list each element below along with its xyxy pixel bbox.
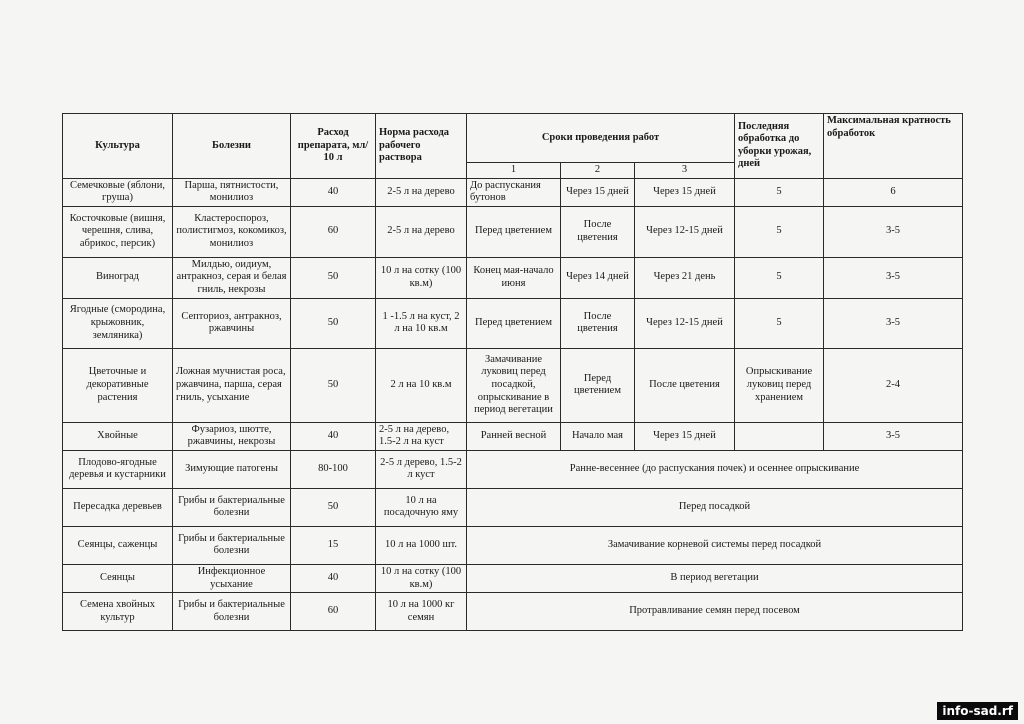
header-diseases: Болезни — [173, 114, 291, 179]
cell-timing-2: После цветения — [561, 206, 635, 257]
cell-note: Ранне-весеннее (до распускания почек) и осеннее опрыскивание — [467, 450, 963, 488]
cell-timing-3: Через 12-15 дней — [635, 298, 735, 348]
cell-max: 3-5 — [824, 257, 963, 298]
table-row — [63, 298, 963, 348]
header-max-frequency: Максимальная кратность обработок — [824, 114, 963, 179]
cell-timing-1: Замачивание луковиц перед посадкой, опрыскивание в период вегетации — [467, 348, 561, 422]
cell-consumption: 60 — [291, 206, 376, 257]
cell-diseases: Грибы и бактериальные болезни — [173, 593, 291, 631]
cell-norm: 2-5 л на дерево, 1.5-2 л на куст — [376, 422, 467, 450]
cell-culture: Семечковые (яблони, груша) — [63, 178, 173, 206]
treatment-table — [62, 113, 963, 631]
cell-timing-1: Ранней весной — [467, 422, 561, 450]
table-row — [63, 488, 963, 526]
cell-last — [735, 422, 824, 450]
cell-timing-2: После цветения — [561, 298, 635, 348]
cell-timing-2: Через 15 дней — [561, 178, 635, 206]
table-row — [63, 422, 963, 450]
cell-consumption: 40 — [291, 422, 376, 450]
cell-timing-1: До распускания бутонов — [467, 178, 561, 206]
cell-norm: 2-5 л на дерево — [376, 178, 467, 206]
cell-consumption: 40 — [291, 564, 376, 592]
table-row — [63, 206, 963, 257]
cell-diseases: Кластероспороз, полистигмоз, кокомикоз, монилиоз — [173, 206, 291, 257]
table-row — [63, 348, 963, 422]
cell-norm: 10 л на 1000 кг семян — [376, 593, 467, 631]
cell-timing-3: Через 15 дней — [635, 178, 735, 206]
cell-norm: 10 л на сотку (100 кв.м) — [376, 564, 467, 592]
cell-max: 3-5 — [824, 422, 963, 450]
cell-note: Перед посадкой — [467, 488, 963, 526]
table-row — [63, 564, 963, 592]
table-row — [63, 526, 963, 564]
cell-norm: 10 л на 1000 шт. — [376, 526, 467, 564]
cell-consumption: 50 — [291, 348, 376, 422]
cell-consumption: 60 — [291, 593, 376, 631]
header-norm: Норма расхода рабочего раствора — [376, 114, 467, 179]
cell-timing-2: Начало мая — [561, 422, 635, 450]
cell-consumption: 80-100 — [291, 450, 376, 488]
cell-timing-2: Перед цветением — [561, 348, 635, 422]
cell-last: 5 — [735, 257, 824, 298]
cell-culture: Пересадка деревьев — [63, 488, 173, 526]
cell-consumption: 50 — [291, 257, 376, 298]
cell-diseases: Грибы и бактериальные болезни — [173, 526, 291, 564]
cell-max: 3-5 — [824, 206, 963, 257]
cell-consumption: 50 — [291, 298, 376, 348]
table-row — [63, 178, 963, 206]
header-last-treatment: Последняя обработка до уборки урожая, дней — [735, 114, 824, 179]
cell-culture: Семена хвойных культур — [63, 593, 173, 631]
cell-timing-3: Через 12-15 дней — [635, 206, 735, 257]
cell-timing-2: Через 14 дней — [561, 257, 635, 298]
cell-norm: 2 л на 10 кв.м — [376, 348, 467, 422]
cell-culture: Виноград — [63, 257, 173, 298]
cell-consumption: 40 — [291, 178, 376, 206]
cell-diseases: Грибы и бактериальные болезни — [173, 488, 291, 526]
cell-timing-3: Через 21 день — [635, 257, 735, 298]
header-timing-3: 3 — [635, 163, 735, 179]
cell-diseases: Септориоз, антракноз, ржавчины — [173, 298, 291, 348]
cell-consumption: 15 — [291, 526, 376, 564]
cell-note: Замачивание корневой системы перед посадкой — [467, 526, 963, 564]
cell-culture: Сеянцы — [63, 564, 173, 592]
table-row — [63, 257, 963, 298]
cell-diseases: Ложная мучнистая роса, ржавчина, парша, серая гниль, усыхание — [173, 348, 291, 422]
table-row — [63, 450, 963, 488]
cell-diseases: Инфекционное усыхание — [173, 564, 291, 592]
cell-norm: 1 -1.5 л на куст, 2 л на 10 кв.м — [376, 298, 467, 348]
cell-max: 2-4 — [824, 348, 963, 422]
cell-norm: 2-5 л на дерево — [376, 206, 467, 257]
cell-last: 5 — [735, 298, 824, 348]
cell-timing-1: Перед цветением — [467, 206, 561, 257]
cell-last: 5 — [735, 178, 824, 206]
header-consumption: Расход препарата, мл/ 10 л — [291, 114, 376, 179]
cell-max: 6 — [824, 178, 963, 206]
cell-timing-1: Перед цветением — [467, 298, 561, 348]
cell-diseases: Парша, пятнистости, монилиоз — [173, 178, 291, 206]
watermark-logo: info-sad.rf — [937, 702, 1018, 720]
cell-culture: Цветочные и декоративные растения — [63, 348, 173, 422]
cell-max: 3-5 — [824, 298, 963, 348]
cell-culture: Косточковые (вишня, черешня, слива, абрикос, персик) — [63, 206, 173, 257]
cell-norm: 10 л на сотку (100 кв.м) — [376, 257, 467, 298]
cell-note: В период вегетации — [467, 564, 963, 592]
cell-culture: Ягодные (смородина, крыжовник, земляника) — [63, 298, 173, 348]
cell-norm: 10 л на посадочную яму — [376, 488, 467, 526]
cell-last: Опрыскивание луковиц перед хранением — [735, 348, 824, 422]
header-culture: Культура — [63, 114, 173, 179]
cell-diseases: Зимующие патогены — [173, 450, 291, 488]
cell-timing-1: Конец мая-начало июня — [467, 257, 561, 298]
cell-diseases: Милдью, оидиум, антракноз, серая и белая гниль, некрозы — [173, 257, 291, 298]
cell-note: Протравливание семян перед посевом — [467, 593, 963, 631]
cell-norm: 2-5 л дерево, 1.5-2 л куст — [376, 450, 467, 488]
cell-culture: Сеянцы, саженцы — [63, 526, 173, 564]
cell-last: 5 — [735, 206, 824, 257]
table-row — [63, 593, 963, 631]
header-timing-1: 1 — [467, 163, 561, 179]
header-timing: Сроки проведения работ — [467, 114, 735, 163]
cell-culture: Хвойные — [63, 422, 173, 450]
header-timing-2: 2 — [561, 163, 635, 179]
cell-culture: Плодово-ягодные деревья и кустарники — [63, 450, 173, 488]
cell-timing-3: Через 15 дней — [635, 422, 735, 450]
cell-consumption: 50 — [291, 488, 376, 526]
cell-timing-3: После цветения — [635, 348, 735, 422]
cell-diseases: Фузариоз, шютте, ржавчины, некрозы — [173, 422, 291, 450]
